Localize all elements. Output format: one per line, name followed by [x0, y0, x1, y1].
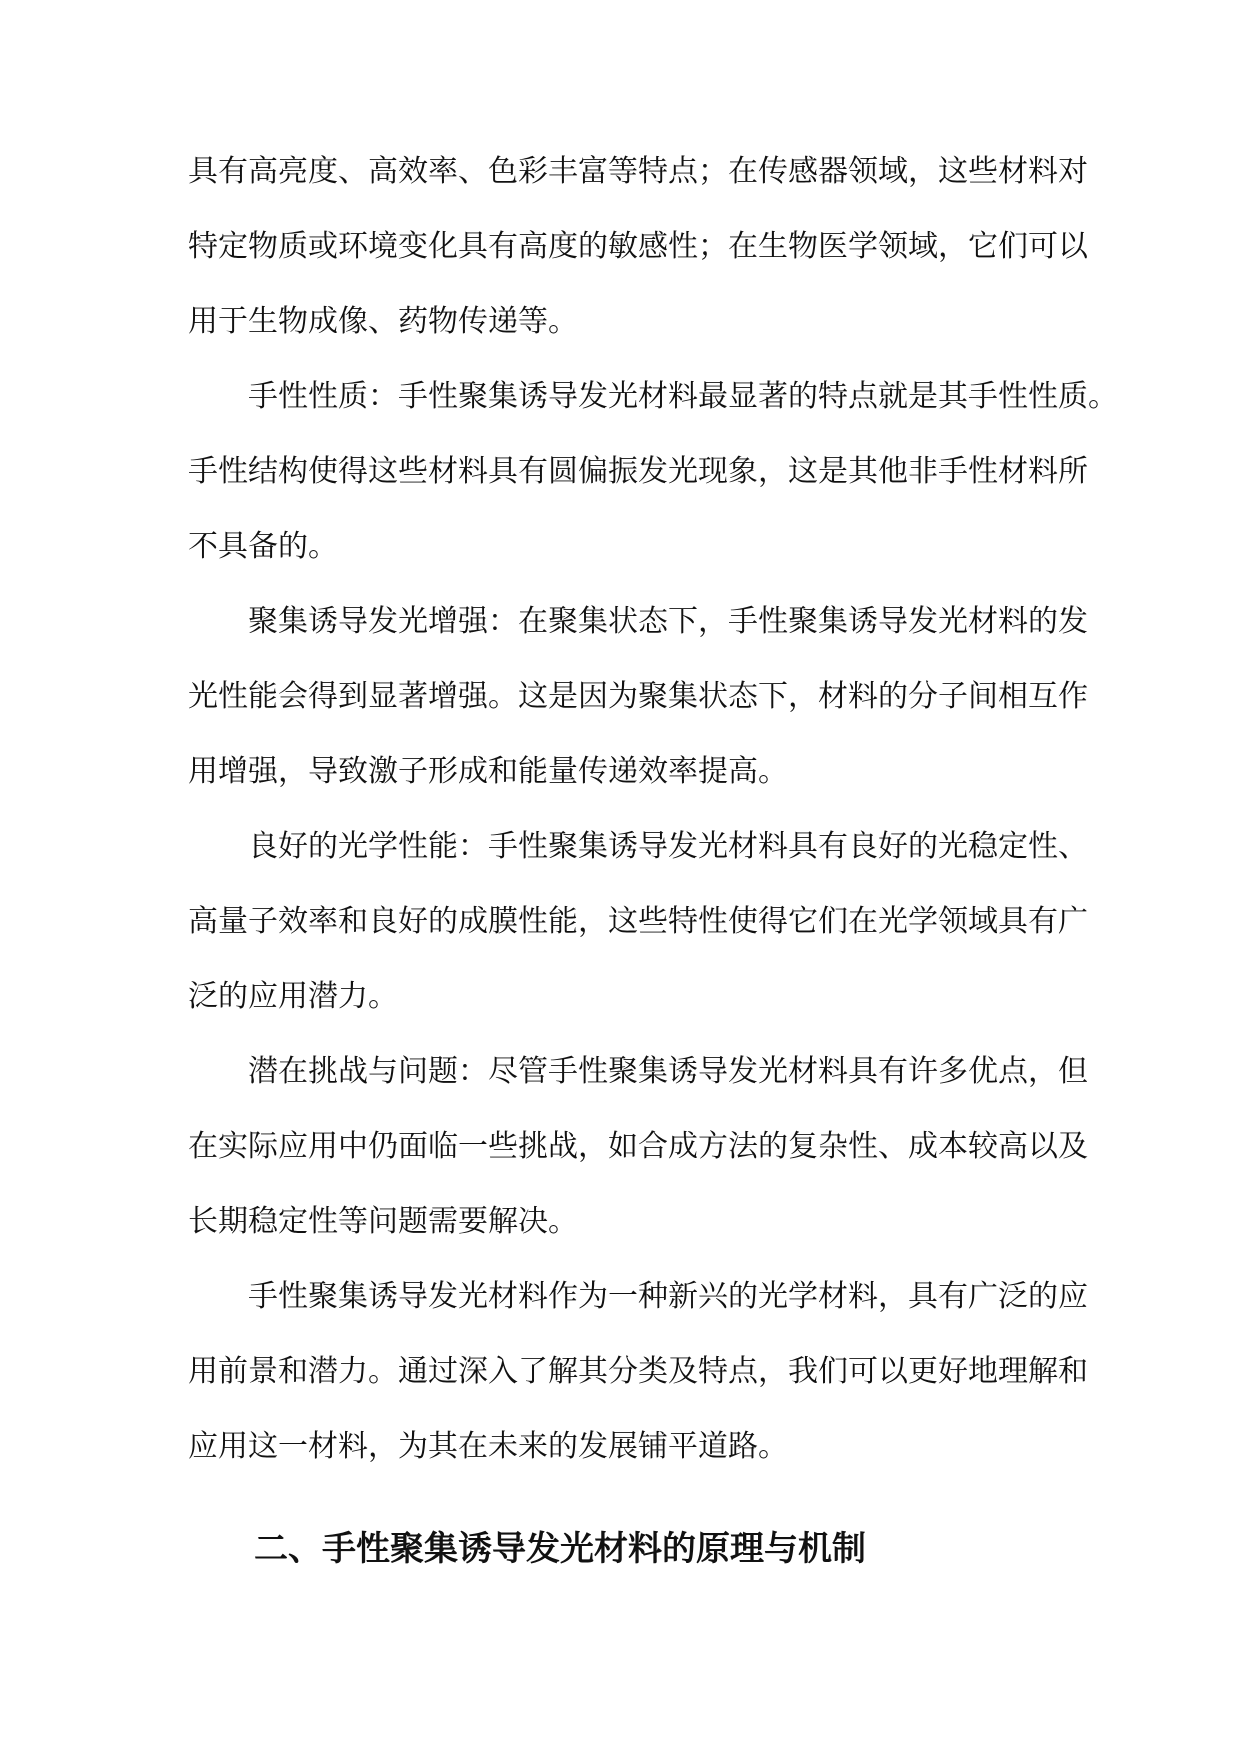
paragraph-chirality — [188, 359, 1118, 584]
paragraph-aggregation-enhancement — [188, 584, 1088, 809]
section-heading: 二、手性聚集诱导发光材料的原理与机制 — [254, 1529, 866, 1569]
paragraph-application-fields — [188, 134, 1088, 359]
paragraph-optical-performance — [188, 809, 1088, 1034]
text-line: 长期稳定性等问题需要解决。 — [188, 1204, 578, 1239]
text-line: 特定物质或环境变化具有高度的敏感性；在生物医学领域，它们可以 — [188, 229, 1088, 264]
text-line: 用前景和潜力。通过深入了解其分类及特点，我们可以更好地理解和 — [188, 1354, 1088, 1389]
text-line: 光性能会得到显著增强。这是因为聚集状态下，材料的分子间相互作 — [188, 679, 1088, 714]
text-line: 手性结构使得这些材料具有圆偏振发光现象，这是其他非手性材料所 — [188, 454, 1088, 489]
paragraph-summary — [188, 1259, 1088, 1484]
text-line: 手性性质：手性聚集诱导发光材料最显著的特点就是其手性性质。 — [248, 379, 1118, 414]
text-line: 应用这一材料，为其在未来的发展铺平道路。 — [188, 1429, 788, 1464]
text-line: 良好的光学性能：手性聚集诱导发光材料具有良好的光稳定性、 — [248, 829, 1088, 864]
text-line: 泛的应用潜力。 — [188, 979, 398, 1014]
text-line: 用增强，导致激子形成和能量传递效率提高。 — [188, 754, 788, 789]
text-line: 在实际应用中仍面临一些挑战，如合成方法的复杂性、成本较高以及 — [188, 1129, 1088, 1164]
text-line: 高量子效率和良好的成膜性能，这些特性使得它们在光学领域具有广 — [188, 904, 1088, 939]
text-line: 潜在挑战与问题：尽管手性聚集诱导发光材料具有许多优点，但 — [248, 1054, 1088, 1089]
text-line: 具有高亮度、高效率、色彩丰富等特点；在传感器领域，这些材料对 — [188, 154, 1088, 189]
text-line: 用于生物成像、药物传递等。 — [188, 304, 578, 339]
text-line: 聚集诱导发光增强：在聚集状态下，手性聚集诱导发光材料的发 — [248, 604, 1088, 639]
paragraph-challenges — [188, 1034, 1088, 1259]
body-text — [188, 134, 1118, 1484]
text-line: 不具备的。 — [188, 529, 338, 564]
text-line: 手性聚集诱导发光材料作为一种新兴的光学材料，具有广泛的应 — [248, 1279, 1088, 1314]
